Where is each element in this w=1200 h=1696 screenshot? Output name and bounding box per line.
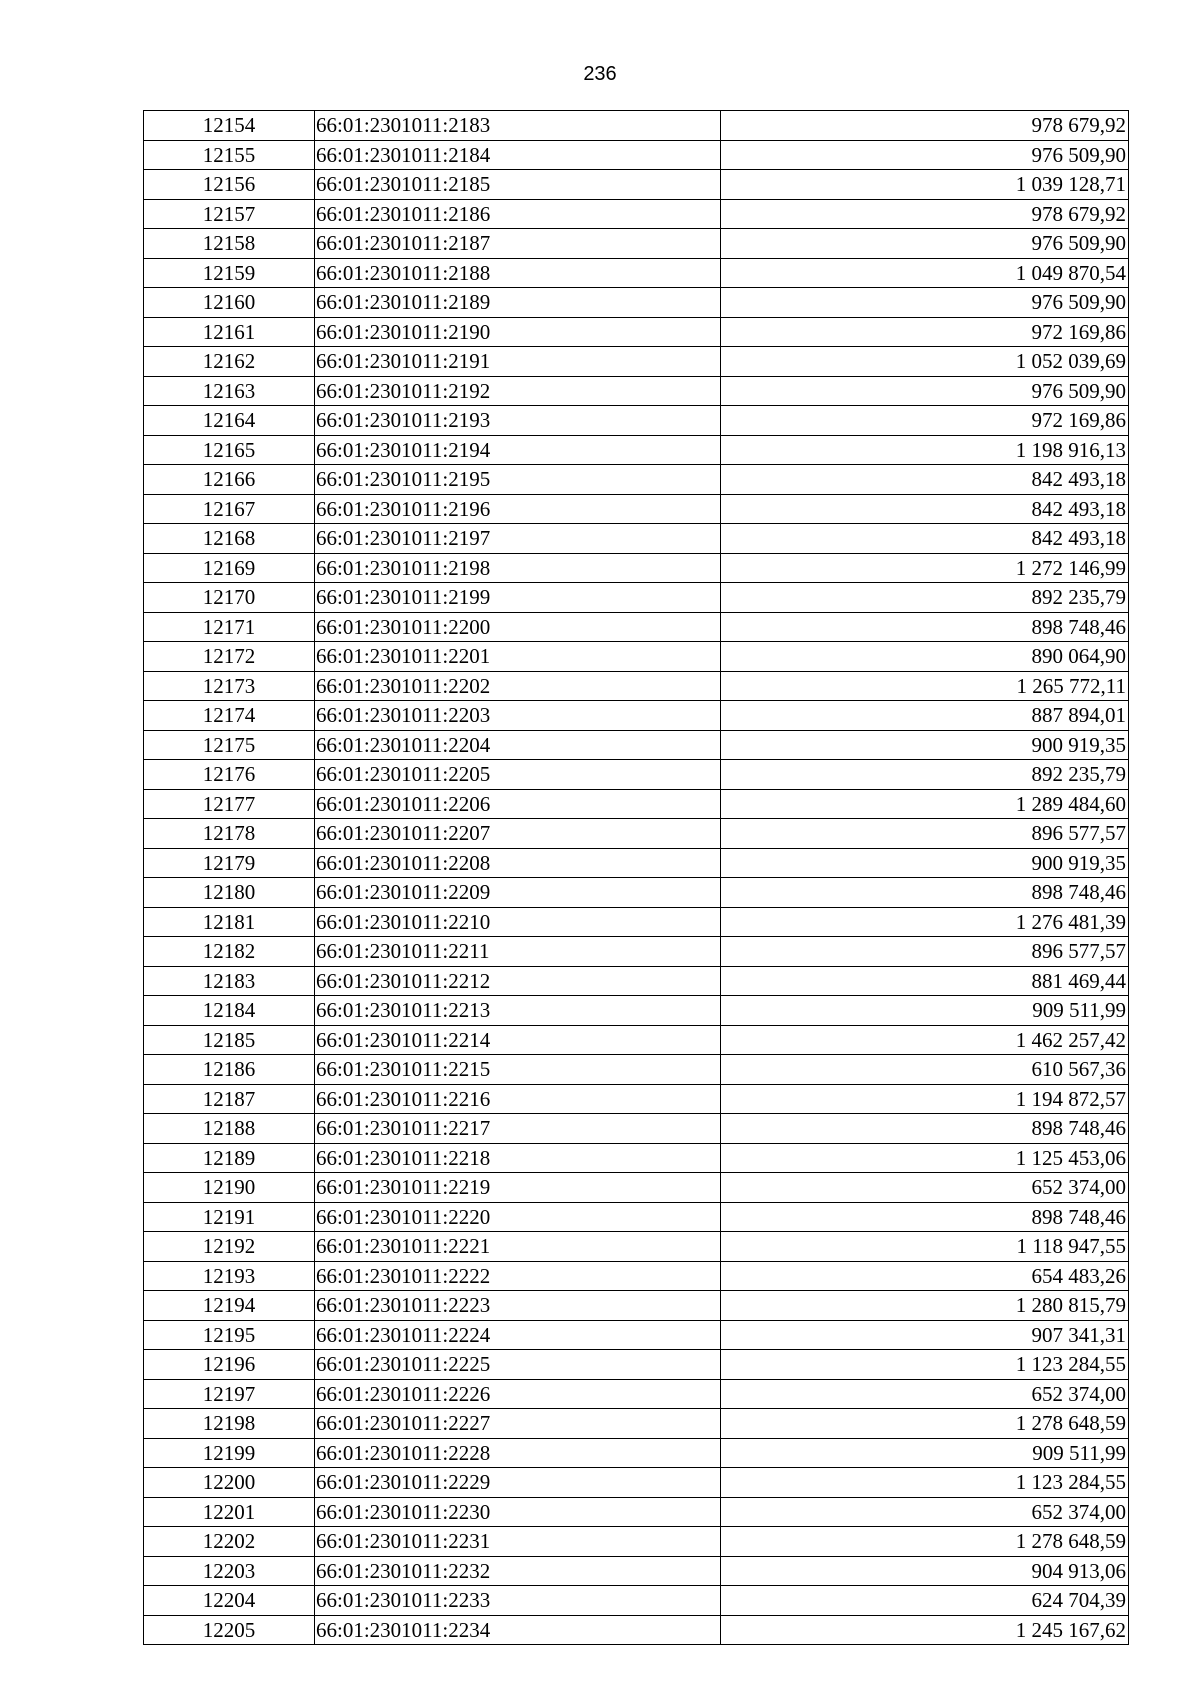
table-row	[144, 1379, 1129, 1409]
data-table	[143, 110, 1129, 1645]
table-row	[144, 1497, 1129, 1527]
cadastral-number-cell: 66:01:2301011:2229	[315, 1468, 721, 1498]
value-cell: 976 509,90	[721, 140, 1129, 170]
table-row	[144, 878, 1129, 908]
row-number-cell: 12175	[144, 730, 315, 760]
value-cell: 909 511,99	[721, 1438, 1129, 1468]
row-number-cell: 12195	[144, 1320, 315, 1350]
value-cell: 890 064,90	[721, 642, 1129, 672]
cadastral-number-cell: 66:01:2301011:2231	[315, 1527, 721, 1557]
cadastral-number-cell: 66:01:2301011:2194	[315, 435, 721, 465]
value-cell: 898 748,46	[721, 878, 1129, 908]
row-number-cell: 12173	[144, 671, 315, 701]
value-cell: 1 245 167,62	[721, 1615, 1129, 1645]
value-cell: 1 125 453,06	[721, 1143, 1129, 1173]
table-row	[144, 1320, 1129, 1350]
value-cell: 1 278 648,59	[721, 1527, 1129, 1557]
row-number-cell: 12189	[144, 1143, 315, 1173]
table-row	[144, 229, 1129, 259]
table-row	[144, 1468, 1129, 1498]
table-row	[144, 465, 1129, 495]
value-cell: 652 374,00	[721, 1379, 1129, 1409]
row-number-cell: 12187	[144, 1084, 315, 1114]
value-cell: 909 511,99	[721, 996, 1129, 1026]
row-number-cell: 12194	[144, 1291, 315, 1321]
value-cell: 978 679,92	[721, 111, 1129, 141]
value-cell: 972 169,86	[721, 406, 1129, 436]
cadastral-number-cell: 66:01:2301011:2205	[315, 760, 721, 790]
cadastral-number-cell: 66:01:2301011:2233	[315, 1586, 721, 1616]
row-number-cell: 12164	[144, 406, 315, 436]
row-number-cell: 12186	[144, 1055, 315, 1085]
row-number-cell: 12156	[144, 170, 315, 200]
cadastral-number-cell: 66:01:2301011:2189	[315, 288, 721, 318]
cadastral-number-cell: 66:01:2301011:2210	[315, 907, 721, 937]
cadastral-number-cell: 66:01:2301011:2202	[315, 671, 721, 701]
row-number-cell: 12192	[144, 1232, 315, 1262]
cadastral-number-cell: 66:01:2301011:2218	[315, 1143, 721, 1173]
table-row	[144, 435, 1129, 465]
row-number-cell: 12200	[144, 1468, 315, 1498]
row-number-cell: 12172	[144, 642, 315, 672]
table-row	[144, 642, 1129, 672]
cadastral-number-cell: 66:01:2301011:2186	[315, 199, 721, 229]
cadastral-number-cell: 66:01:2301011:2198	[315, 553, 721, 583]
cadastral-number-cell: 66:01:2301011:2215	[315, 1055, 721, 1085]
value-cell: 976 509,90	[721, 288, 1129, 318]
table-row	[144, 907, 1129, 937]
row-number-cell: 12165	[144, 435, 315, 465]
table-row	[144, 553, 1129, 583]
table-row	[144, 1173, 1129, 1203]
value-cell: 1 194 872,57	[721, 1084, 1129, 1114]
value-cell: 1 123 284,55	[721, 1350, 1129, 1380]
table-row	[144, 819, 1129, 849]
value-cell: 898 748,46	[721, 1114, 1129, 1144]
table-row	[144, 937, 1129, 967]
table-row	[144, 848, 1129, 878]
value-cell: 896 577,57	[721, 819, 1129, 849]
value-cell: 887 894,01	[721, 701, 1129, 731]
cadastral-number-cell: 66:01:2301011:2187	[315, 229, 721, 259]
cadastral-number-cell: 66:01:2301011:2225	[315, 1350, 721, 1380]
table-row	[144, 1143, 1129, 1173]
value-cell: 610 567,36	[721, 1055, 1129, 1085]
table-row	[144, 1350, 1129, 1380]
row-number-cell: 12154	[144, 111, 315, 141]
row-number-cell: 12163	[144, 376, 315, 406]
cadastral-number-cell: 66:01:2301011:2219	[315, 1173, 721, 1203]
row-number-cell: 12205	[144, 1615, 315, 1645]
cadastral-number-cell: 66:01:2301011:2228	[315, 1438, 721, 1468]
table-row	[144, 376, 1129, 406]
cadastral-number-cell: 66:01:2301011:2224	[315, 1320, 721, 1350]
row-number-cell: 12185	[144, 1025, 315, 1055]
row-number-cell: 12168	[144, 524, 315, 554]
table-row	[144, 347, 1129, 377]
row-number-cell: 12167	[144, 494, 315, 524]
table-row	[144, 1084, 1129, 1114]
row-number-cell: 12197	[144, 1379, 315, 1409]
cadastral-number-cell: 66:01:2301011:2192	[315, 376, 721, 406]
cadastral-number-cell: 66:01:2301011:2217	[315, 1114, 721, 1144]
value-cell: 900 919,35	[721, 848, 1129, 878]
cadastral-number-cell: 66:01:2301011:2213	[315, 996, 721, 1026]
row-number-cell: 12184	[144, 996, 315, 1026]
value-cell: 1 278 648,59	[721, 1409, 1129, 1439]
row-number-cell: 12202	[144, 1527, 315, 1557]
value-cell: 652 374,00	[721, 1497, 1129, 1527]
row-number-cell: 12158	[144, 229, 315, 259]
row-number-cell: 12155	[144, 140, 315, 170]
row-number-cell: 12199	[144, 1438, 315, 1468]
value-cell: 907 341,31	[721, 1320, 1129, 1350]
table-row	[144, 111, 1129, 141]
row-number-cell: 12157	[144, 199, 315, 229]
row-number-cell: 12203	[144, 1556, 315, 1586]
table-row	[144, 583, 1129, 613]
table-row	[144, 170, 1129, 200]
row-number-cell: 12181	[144, 907, 315, 937]
value-cell: 892 235,79	[721, 583, 1129, 613]
table-row	[144, 730, 1129, 760]
table-row	[144, 288, 1129, 318]
value-cell: 972 169,86	[721, 317, 1129, 347]
value-cell: 976 509,90	[721, 376, 1129, 406]
table-row	[144, 1055, 1129, 1085]
row-number-cell: 12204	[144, 1586, 315, 1616]
value-cell: 896 577,57	[721, 937, 1129, 967]
value-cell: 624 704,39	[721, 1586, 1129, 1616]
cadastral-number-cell: 66:01:2301011:2234	[315, 1615, 721, 1645]
cadastral-number-cell: 66:01:2301011:2212	[315, 966, 721, 996]
cadastral-number-cell: 66:01:2301011:2222	[315, 1261, 721, 1291]
value-cell: 1 276 481,39	[721, 907, 1129, 937]
value-cell: 1 289 484,60	[721, 789, 1129, 819]
value-cell: 1 272 146,99	[721, 553, 1129, 583]
value-cell: 904 913,06	[721, 1556, 1129, 1586]
table-row	[144, 199, 1129, 229]
row-number-cell: 12160	[144, 288, 315, 318]
cadastral-number-cell: 66:01:2301011:2190	[315, 317, 721, 347]
table-row	[144, 1438, 1129, 1468]
table-row	[144, 1291, 1129, 1321]
cadastral-number-cell: 66:01:2301011:2197	[315, 524, 721, 554]
cadastral-number-cell: 66:01:2301011:2204	[315, 730, 721, 760]
table-row	[144, 671, 1129, 701]
table-body	[144, 111, 1129, 1645]
row-number-cell: 12180	[144, 878, 315, 908]
cadastral-number-cell: 66:01:2301011:2188	[315, 258, 721, 288]
table-row	[144, 996, 1129, 1026]
row-number-cell: 12179	[144, 848, 315, 878]
cadastral-number-cell: 66:01:2301011:2214	[315, 1025, 721, 1055]
cadastral-number-cell: 66:01:2301011:2191	[315, 347, 721, 377]
row-number-cell: 12182	[144, 937, 315, 967]
table-row	[144, 1261, 1129, 1291]
value-cell: 976 509,90	[721, 229, 1129, 259]
value-cell: 842 493,18	[721, 494, 1129, 524]
cadastral-number-cell: 66:01:2301011:2200	[315, 612, 721, 642]
value-cell: 1 123 284,55	[721, 1468, 1129, 1498]
cadastral-number-cell: 66:01:2301011:2209	[315, 878, 721, 908]
table-row	[144, 317, 1129, 347]
table-row	[144, 612, 1129, 642]
row-number-cell: 12198	[144, 1409, 315, 1439]
value-cell: 1 049 870,54	[721, 258, 1129, 288]
row-number-cell: 12193	[144, 1261, 315, 1291]
value-cell: 1 280 815,79	[721, 1291, 1129, 1321]
table-row	[144, 760, 1129, 790]
value-cell: 898 748,46	[721, 612, 1129, 642]
table-row	[144, 1527, 1129, 1557]
table-row	[144, 701, 1129, 731]
cadastral-number-cell: 66:01:2301011:2183	[315, 111, 721, 141]
table-row	[144, 1409, 1129, 1439]
table-row	[144, 1202, 1129, 1232]
table-row	[144, 1025, 1129, 1055]
row-number-cell: 12162	[144, 347, 315, 377]
cadastral-number-cell: 66:01:2301011:2221	[315, 1232, 721, 1262]
row-number-cell: 12190	[144, 1173, 315, 1203]
cadastral-number-cell: 66:01:2301011:2230	[315, 1497, 721, 1527]
row-number-cell: 12178	[144, 819, 315, 849]
value-cell: 1 052 039,69	[721, 347, 1129, 377]
value-cell: 842 493,18	[721, 465, 1129, 495]
value-cell: 842 493,18	[721, 524, 1129, 554]
value-cell: 900 919,35	[721, 730, 1129, 760]
cadastral-number-cell: 66:01:2301011:2227	[315, 1409, 721, 1439]
row-number-cell: 12171	[144, 612, 315, 642]
table-row	[144, 966, 1129, 996]
table-row	[144, 524, 1129, 554]
row-number-cell: 12166	[144, 465, 315, 495]
value-cell: 978 679,92	[721, 199, 1129, 229]
table-row	[144, 258, 1129, 288]
cadastral-number-cell: 66:01:2301011:2199	[315, 583, 721, 613]
value-cell: 1 198 916,13	[721, 435, 1129, 465]
table-row	[144, 1114, 1129, 1144]
value-cell: 1 118 947,55	[721, 1232, 1129, 1262]
row-number-cell: 12183	[144, 966, 315, 996]
row-number-cell: 12159	[144, 258, 315, 288]
cadastral-number-cell: 66:01:2301011:2216	[315, 1084, 721, 1114]
cadastral-number-cell: 66:01:2301011:2208	[315, 848, 721, 878]
table-row	[144, 1615, 1129, 1645]
row-number-cell: 12196	[144, 1350, 315, 1380]
value-cell: 881 469,44	[721, 966, 1129, 996]
cadastral-number-cell: 66:01:2301011:2201	[315, 642, 721, 672]
cadastral-number-cell: 66:01:2301011:2184	[315, 140, 721, 170]
value-cell: 1 462 257,42	[721, 1025, 1129, 1055]
row-number-cell: 12161	[144, 317, 315, 347]
table-row	[144, 406, 1129, 436]
value-cell: 898 748,46	[721, 1202, 1129, 1232]
cadastral-number-cell: 66:01:2301011:2185	[315, 170, 721, 200]
table-row	[144, 789, 1129, 819]
row-number-cell: 12201	[144, 1497, 315, 1527]
table-row	[144, 494, 1129, 524]
cadastral-number-cell: 66:01:2301011:2193	[315, 406, 721, 436]
row-number-cell: 12174	[144, 701, 315, 731]
row-number-cell: 12170	[144, 583, 315, 613]
row-number-cell: 12188	[144, 1114, 315, 1144]
value-cell: 892 235,79	[721, 760, 1129, 790]
cadastral-number-cell: 66:01:2301011:2223	[315, 1291, 721, 1321]
row-number-cell: 12177	[144, 789, 315, 819]
cadastral-number-cell: 66:01:2301011:2220	[315, 1202, 721, 1232]
cadastral-number-cell: 66:01:2301011:2196	[315, 494, 721, 524]
cadastral-number-cell: 66:01:2301011:2203	[315, 701, 721, 731]
cadastral-number-cell: 66:01:2301011:2226	[315, 1379, 721, 1409]
row-number-cell: 12176	[144, 760, 315, 790]
cadastral-number-cell: 66:01:2301011:2207	[315, 819, 721, 849]
table-row	[144, 1232, 1129, 1262]
cadastral-number-cell: 66:01:2301011:2206	[315, 789, 721, 819]
value-cell: 654 483,26	[721, 1261, 1129, 1291]
row-number-cell: 12169	[144, 553, 315, 583]
table-row	[144, 1586, 1129, 1616]
value-cell: 652 374,00	[721, 1173, 1129, 1203]
table-row	[144, 1556, 1129, 1586]
value-cell: 1 039 128,71	[721, 170, 1129, 200]
table-row	[144, 140, 1129, 170]
cadastral-number-cell: 66:01:2301011:2211	[315, 937, 721, 967]
value-cell: 1 265 772,11	[721, 671, 1129, 701]
row-number-cell: 12191	[144, 1202, 315, 1232]
page-number: 236	[583, 63, 617, 85]
cadastral-number-cell: 66:01:2301011:2232	[315, 1556, 721, 1586]
cadastral-number-cell: 66:01:2301011:2195	[315, 465, 721, 495]
